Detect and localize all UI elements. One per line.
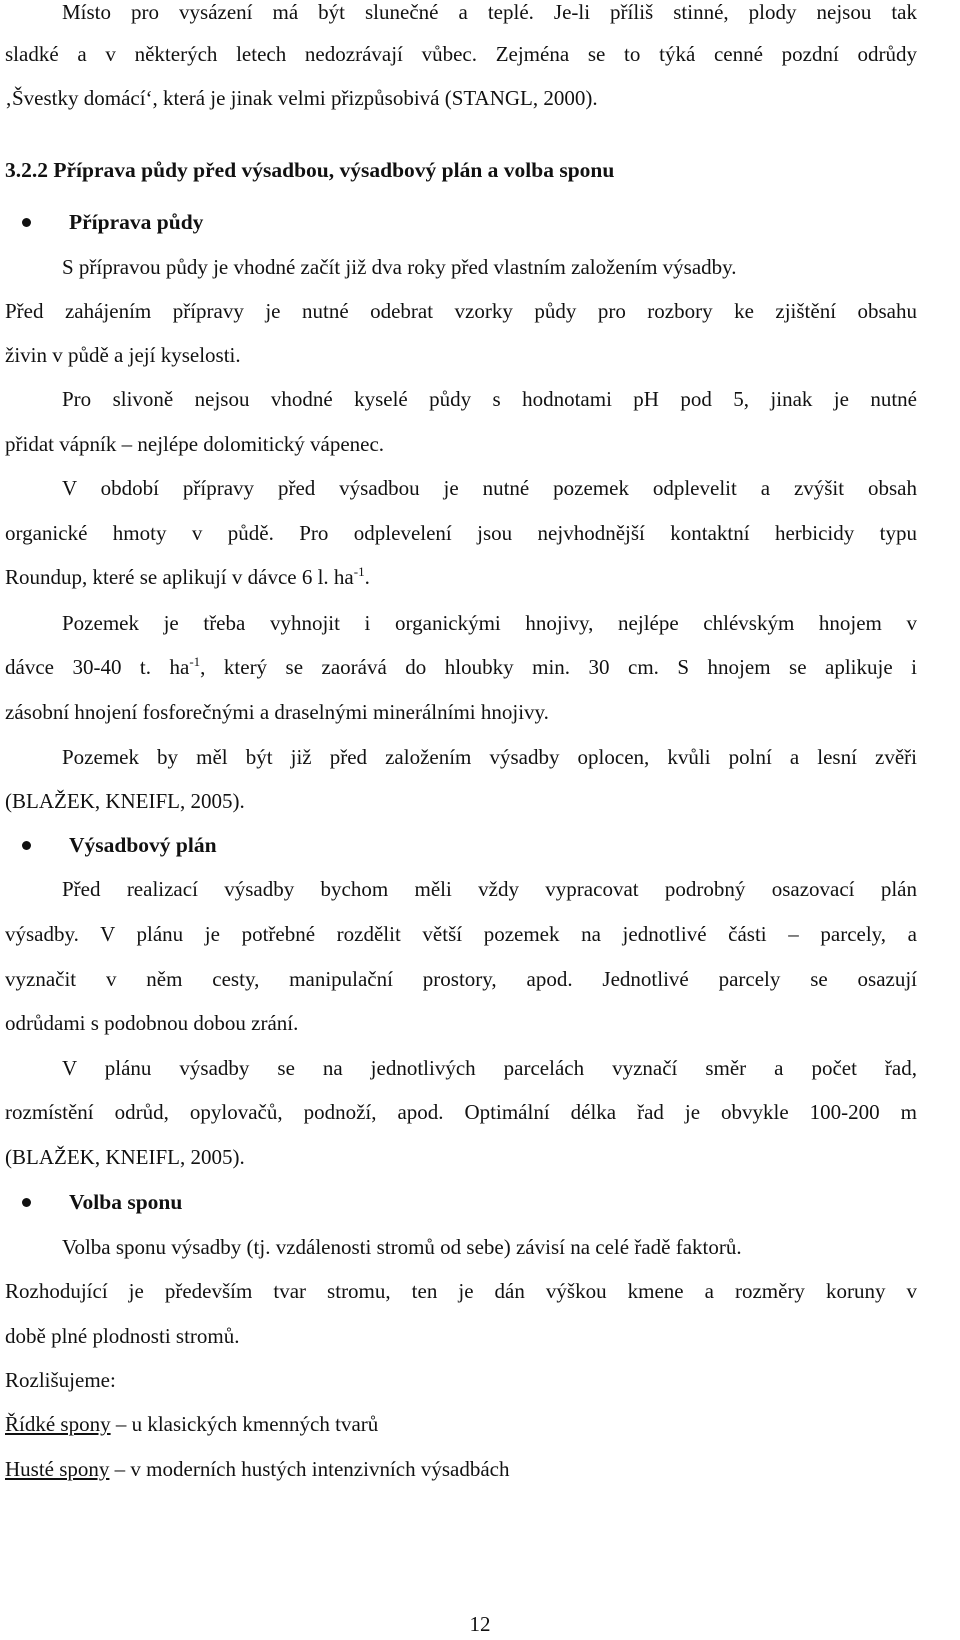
paragraph-line: V plánu výsadby se na jednotlivých parcelách vyznačí směr a počet řad,	[62, 1056, 917, 1080]
list-term: Řídké spony	[5, 1412, 111, 1436]
intro-line-3: ‚Švestky domácí‘, která je jinak velmi přizpůsobivá (STANGL, 2000).	[5, 86, 598, 110]
paragraph-line: rozmístění odrůd, opylovačů, podnoží, apod. Optimální délka řad je obvykle 100-200 m	[5, 1100, 917, 1124]
intro-line-2: sladké a v některých letech nedozrávají vůbec. Zejména se to týká cenné pozdní odrůdy	[5, 42, 917, 66]
list-item	[5, 1412, 378, 1437]
text-segment: dávce 30-40 t. ha	[5, 655, 190, 679]
paragraph-line: V období přípravy před výsadbou je nutné pozemek odplevelit a zvýšit obsah	[62, 476, 917, 500]
paragraph-line: Před realizací výsadby bychom měli vždy vypracovat podrobný osazovací plán	[62, 877, 917, 901]
list-term: Husté spony	[5, 1457, 110, 1481]
superscript: -1	[189, 654, 201, 669]
bullet-item-soil-preparation	[22, 210, 203, 235]
paragraph-line: přidat vápník – nejlépe dolomitický vápenec.	[5, 432, 385, 456]
paragraph-line: Pozemek je třeba vyhnojit i organickými hnojivy, nejlépe chlévským hnojem v	[62, 611, 917, 635]
bullet-title: Příprava půdy	[69, 210, 204, 234]
paragraph-line: Před zahájením přípravy je nutné odebrat vzorky půdy pro rozbory ke zjištění obsahu	[5, 299, 917, 323]
list-item	[5, 1457, 510, 1482]
paragraph-line: Pozemek by měl být již před založením výsadby oplocen, kvůli polní a lesní zvěři	[62, 745, 917, 769]
intro-line-1: Místo pro vysázení má být slunečné a teplé. Je-li příliš stinné, plody nejsou tak	[62, 0, 917, 24]
paragraph-line: Rozlišujeme:	[5, 1368, 116, 1392]
paragraph-line: Pro slivoně nejsou vhodné kyselé půdy s hodnotami pH pod 5, jinak je nutné	[62, 387, 917, 411]
bullet-title: Volba sponu	[69, 1190, 183, 1214]
paragraph-line: Rozhodující je především tvar stromu, ten je dán výškou kmene a rozměry koruny v	[5, 1279, 917, 1303]
bullet-title: Výsadbový plán	[69, 833, 217, 857]
bullet-icon	[22, 218, 31, 227]
paragraph-line: výsadby. V plánu je potřebné rozdělit větší pozemek na jednotlivé části – parcely, a	[5, 922, 917, 946]
list-text: – u klasických kmenných tvarů	[110, 1412, 379, 1436]
text-segment: .	[364, 565, 370, 589]
bullet-icon	[22, 841, 31, 850]
text-segment: Roundup, které se aplikují v dávce 6 l. ha	[5, 565, 354, 589]
paragraph-line: (BLAŽEK, KNEIFL, 2005).	[5, 789, 245, 813]
paragraph-line: vyznačit v něm cesty, manipulační prostory, apod. Jednotlivé parcely se osazují	[5, 967, 917, 991]
paragraph-line: živin v půdě a její kyselosti.	[5, 343, 241, 367]
paragraph-line: S přípravou půdy je vhodné začít již dva roky před vlastním založením výsadby.	[62, 255, 737, 279]
bullet-icon	[22, 1198, 31, 1207]
paragraph-line: organické hmoty v půdě. Pro odplevelení jsou nejvhodnější kontaktní herbicidy typu	[5, 521, 917, 545]
paragraph-line: době plné plodnosti stromů.	[5, 1324, 240, 1348]
text-segment: , který se zaorává do hloubky min. 30 cm. S hnojem se aplikuje i	[200, 655, 917, 679]
paragraph-line: zásobní hnojení fosforečnými a draselnými minerálními hnojivy.	[5, 700, 549, 724]
page-number: 12	[469, 1612, 491, 1636]
bullet-item-spacing-choice	[22, 1190, 182, 1215]
bullet-item-planting-plan	[22, 833, 217, 858]
paragraph-line	[5, 565, 370, 590]
list-text: – v moderních hustých intenzivních výsadbách	[109, 1457, 510, 1481]
paragraph-line: Volba sponu výsadby (tj. vzdálenosti stromů od sebe) závisí na celé řadě faktorů.	[62, 1235, 742, 1259]
paragraph-line	[5, 655, 917, 680]
paragraph-line: odrůdami s podobnou dobou zrání.	[5, 1011, 299, 1035]
superscript: -1	[353, 564, 365, 579]
paragraph-line: (BLAŽEK, KNEIFL, 2005).	[5, 1145, 245, 1169]
section-heading: 3.2.2 Příprava půdy před výsadbou, výsadbový plán a volba sponu	[5, 158, 615, 182]
